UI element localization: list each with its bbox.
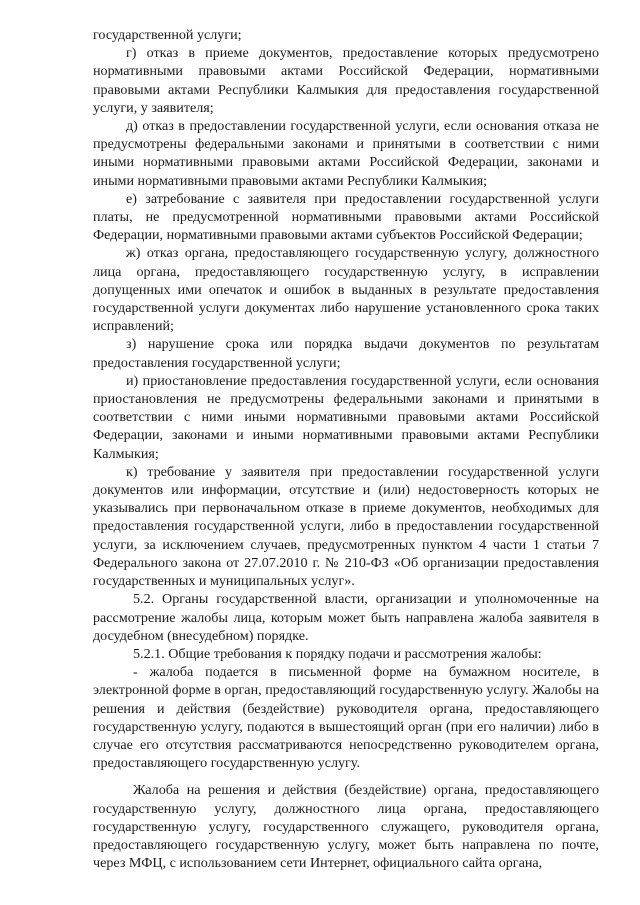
paragraph-item-zh: ж) отказ органа, предоставляющего государственную услугу, должностного лица органа, предоставляющего государственную услугу, в исправлении допущенных ими опечаток и ошибок в выданных в результате предоставления государственной услуги документах либо нарушение установленного срока таких исправлений;: [93, 245, 599, 335]
paragraph-section-5-2-1: 5.2.1. Общие требования к порядку подачи и рассмотрения жалобы:: [133, 645, 542, 662]
paragraph-item-k: к) требование у заявителя при предоставлении государственной услуги документов или информации, отсутствие и (или) недостоверность которых не указывались при первоначальном отказе в приеме документов, необходимых для предоставления государственной услуги, либо в предоставлении государственной услуги, за исключением случаев, предусмотренных пунктом 4 части 1 статьи 7 Федерального закона от 27.07.2010 г. № 210-ФЗ «Об организации предоставления государственных и муниципальных услуг».: [93, 463, 599, 590]
paragraph-item-g: г) отказ в приеме документов, предоставление которых предусмотрено нормативными правовыми актами Российской Федерации, нормативными правовыми актами Республики Калмыкия для предоставления государственной услуги, у заявителя;: [93, 45, 599, 116]
paragraph-item-e: е) затребование с заявителя при предоставлении государственной услуги платы, не предусмотренной нормативными правовыми актами Российской Федерации, нормативными правовыми актами субъектов Российской Федерации;: [93, 190, 599, 244]
document-body: [93, 26, 599, 872]
paragraph-complaint-channels: Жалоба на решения и действия (бездействие) органа, предоставляющего государственную услугу, должностного лица органа, предоставляющего государственную услугу, государственного служащего, руководителя органа, предоставляющего государственную услугу, может быть направлена по почте, через МФЦ, с использованием сети Интернет, официального сайта органа,: [93, 782, 599, 872]
paragraph-complaint-form: - жалоба подается в письменной форме на бумажном носителе, в электронной форме в орган, предоставляющий государственную услугу. Жалобы на решения и действия (бездействие) руководителя органа, предоставляющего государственную услугу, подаются в вышестоящий орган (при его наличии) либо в случае его отсутствия рассматриваются непосредственно руководителем органа, предоставляющего государственную услугу.: [93, 664, 599, 772]
paragraph-item-i: и) приостановление предоставления государственной услуги, если основания приостановления не предусмотрены федеральными законами и принятыми в соответствии с ними иными нормативными правовыми актами Российской Федерации, законами и иными нормативными правовыми актами Республики Калмыкия;: [93, 372, 599, 462]
paragraph-continuation: государственной услуги;: [93, 27, 242, 43]
paragraph-section-5-2: 5.2. Органы государственной власти, организации и уполномоченные на рассмотрение жалобы лица, которым может быть направлена жалоба заявителя в досудебном (внесудебном) порядке.: [93, 591, 599, 644]
paragraph-item-d: д) отказ в предоставлении государственной услуги, если основания отказа не предусмотрены федеральными законами и принятыми в соответствии с ними иными нормативными правовыми актами Российской Федерации, законами и иными нормативными правовыми актами Республики Калмыкия;: [93, 118, 599, 189]
paragraph-item-z: з) нарушение срока или порядка выдачи документов по результатам предоставления государственной услуги;: [93, 336, 599, 371]
